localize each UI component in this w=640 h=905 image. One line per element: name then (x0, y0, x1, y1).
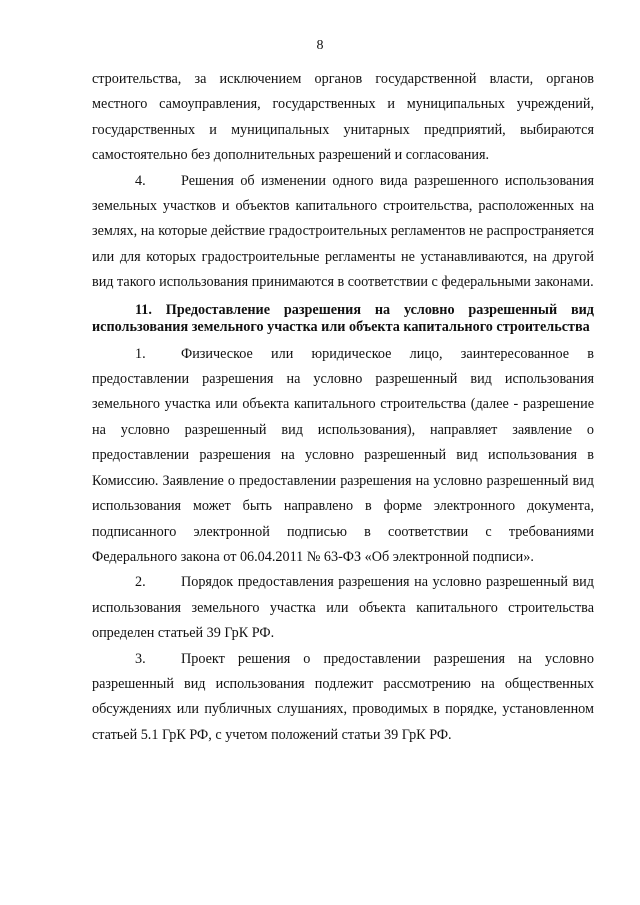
document-body (92, 67, 594, 748)
item-text: Физическое или юридическое лицо, заинтересованное в предоставлении разрешения на условно разрешенный вид использования земельного участка или объекта капитального строительства (далее - разрешение на условно разрешенный вид использования), направляет заявление о предоставлении разрешения на условно разрешенный вид использования в Комиссию. Заявление о предоставлении разрешения на условно разрешенный вид использования может быть направлено в форме электронного документа, подписанного электронной подписью в соответствии с требованиями Федерального закона от 06.04.2011 № 63-ФЗ «Об электронной подписи». (92, 345, 594, 565)
paragraph-continuation: строительства, за исключением органов государственной власти, органов местного самоуправления, государственных и муниципальных учреждений, государственных и муниципальных унитарных предприятий, выбираются самостоятельно без дополнительных разрешений и согласования. (92, 71, 594, 164)
page-number: 8 (316, 38, 324, 53)
item-text: Порядок предоставления разрешения на условно разрешенный вид использования земельного участка или объекта капитального строительства определен статьей 39 ГрК РФ. (92, 574, 594, 642)
item-number: 2. (135, 574, 146, 591)
section-item-3 (92, 647, 594, 749)
item-text: Решения об изменении одного вида разрешенного использования земельных участков и объектов капитального строительства, расположенных на землях, на которые действие градостроительных регламентов не распространяется или для которых градостроительные регламенты не устанавливаются, на другой вид такого использования принимаются в соответствии с федеральными законами. (92, 172, 594, 291)
section-heading: 11. Предоставление разрешения на условно разрешенный вид использования земельного участка или объекта капитального строительства (92, 301, 594, 336)
paragraph-item-4 (92, 169, 594, 296)
item-number: 1. (135, 345, 146, 362)
section-item-1 (92, 342, 594, 571)
section-item-2 (92, 570, 594, 646)
item-text: Проект решения о предоставлении разрешения на условно разрешенный вид использования подлежит рассмотрению на общественных обсуждениях или публичных слушаниях, проводимых в порядке, установленном статьей 5.1 ГрК РФ, с учетом положений статьи 39 ГрК РФ. (92, 650, 594, 743)
item-number: 4. (135, 172, 146, 189)
item-number: 3. (135, 650, 146, 667)
